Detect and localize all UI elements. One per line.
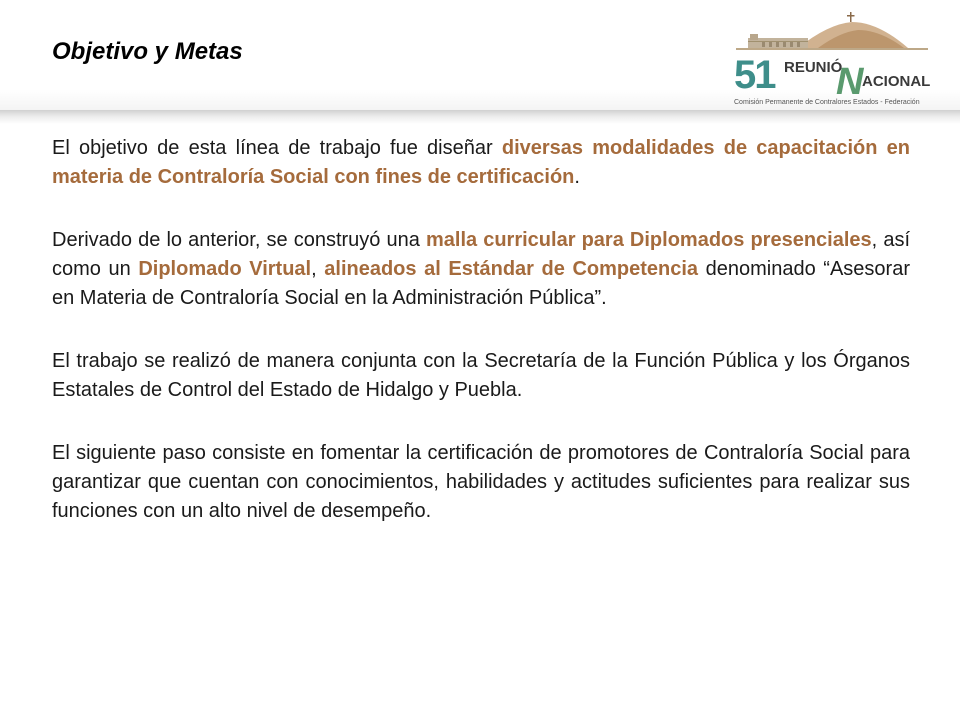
text-segment: Derivado de lo anterior, se construyó una <box>52 229 426 251</box>
text-segment: El objetivo de esta línea de trabajo fue diseñar <box>52 137 502 159</box>
text-segment: denominado “Asesorar en Materia de Contraloría Social en la Administración Pública”. <box>52 258 910 309</box>
reunion-nacional-logo <box>728 8 934 108</box>
highlighted-text: alineados al Estándar de Competencia <box>324 258 699 280</box>
slide-title: Objetivo y Metas <box>52 38 243 65</box>
building-illustration <box>736 12 928 50</box>
logo-number: 51 <box>734 53 775 97</box>
paragraph-next-step <box>52 439 910 526</box>
paragraph-objective <box>52 134 910 192</box>
paragraph-curriculum <box>52 226 910 313</box>
text-segment: , así como un <box>52 229 911 280</box>
logo-n-initial: N <box>836 61 864 103</box>
highlighted-text: Diplomado Virtual <box>138 258 312 280</box>
logo-word-acional: ACIONAL <box>862 73 931 90</box>
highlighted-text: diversas modalidades de capacitación en materia de Contraloría Social con fines de certificación <box>52 137 911 188</box>
highlighted-text: malla curricular para Diplomados presenciales <box>425 229 872 251</box>
text-segment: El siguiente paso consiste en fomentar la certificación de promotores de Contraloría Social para garantizar que cuentan con conocimientos, habilidades y actitudes suficientes para realizar sus funciones con un alto nivel de desempeño. <box>52 442 910 522</box>
paragraph-collaboration <box>52 347 910 405</box>
logo-subtitle: Comisión Permanente de Contralores Estados - Federación <box>734 99 920 106</box>
text-segment: , <box>311 258 325 280</box>
text-segment: . <box>574 166 580 188</box>
text-segment: El trabajo se realizó de manera conjunta con la Secretaría de la Función Pública y los Órganos Estatales de Control del Estado de Hidalgo y Puebla. <box>52 350 910 401</box>
slide-body <box>52 134 910 560</box>
logo-word-reunion: REUNIÓ <box>784 59 843 76</box>
header-divider <box>0 110 960 124</box>
